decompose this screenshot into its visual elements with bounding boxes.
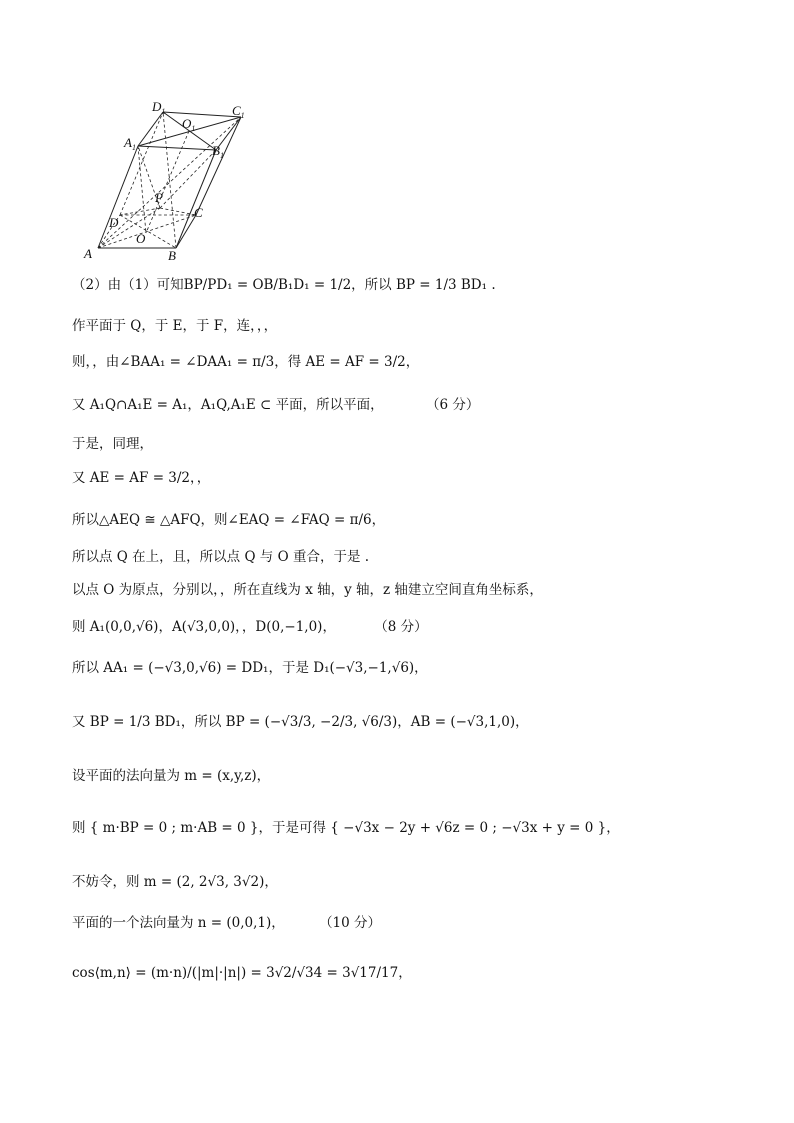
edge-bb1 [176,150,216,248]
hidden-ap [98,208,160,248]
solution-line-2: 作平面于 Q，于 E，于 F，连，，， [72,318,278,334]
line-10-text: 则 A₁(0,0,√6)，A(√3,0,0)，，D(0,−1,0)， [72,619,336,635]
solution-line-11: 所以 AA₁ = (−√3,0,√6) = DD₁，于是 D₁(−√3,−1,√6)， [72,660,428,676]
solution-line-5: 于是，同理， [72,436,153,452]
label-a1: $A_1$ [124,135,136,152]
solution-line-14: 则 { m·BP = 0 ; m·AB = 0 }，于是可得 { −√3x − 2y + √6z = 0 ; −√3x + y = 0 }， [72,820,620,836]
line-16-text: 平面的一个法向量为 n = (0,0,1)， [72,915,285,931]
solution-line-16 [72,913,381,933]
solution-line-8: 所以点 Q 在上，且，所以点 Q 与 O 重合，于是 . [72,549,370,565]
solution-line-6: 又 AE = AF = 3/2，， [72,470,211,486]
label-b: B [168,248,176,263]
label-p: P [155,190,163,205]
label-b1: $B_1$ [212,143,224,160]
edge-aa1 [98,146,138,248]
score-8: （8 分） [374,619,428,635]
score-10: （10 分） [319,915,382,931]
solution-line-9: 以点 O 为原点，分别以，，所在直线为 x 轴，y 轴，z 轴建立空间直角坐标系， [72,582,543,598]
label-c: C [194,205,203,220]
solution-line-4 [72,395,479,415]
score-6: （6 分） [425,397,480,413]
edge-d1c1 [163,112,241,117]
edge-a1d1 [138,112,163,146]
edge-bc [176,215,196,248]
label-a: A [84,246,92,261]
label-c1: $C_1$ [232,103,245,120]
parallelepiped-figure [78,98,278,268]
line-4-text: 又 A₁Q∩A₁E = A₁，A₁Q,A₁E ⊂ 平面，所以平面， [72,397,384,413]
solution-line-17: cos⟨m,n⟩ = (m·n)/(|m|·|n|) = 3√2/√34 = 3√17/17， [72,965,412,981]
label-o: O [136,231,146,246]
solution-line-1: （2）由（1）可知BP/PD₁ = OB/B₁D₁ = 1/2，所以 BP = 1/3 BD₁ . [72,277,496,293]
edge-a1b1 [138,146,216,150]
solution-line-7: 所以△AEQ ≅ △AFQ，则∠EAQ = ∠FAQ = π/6， [72,512,386,528]
label-d: D [109,215,119,230]
solution-line-3: 则，，由∠BAA₁ = ∠DAA₁ = π/3，得 AE = AF = 3/2， [72,354,420,370]
solution-line-15: 不妨令，则 m = (2, 2√3, 3√2)， [72,874,278,890]
label-d1: $D_1$ [152,99,166,116]
solution-line-10 [72,617,428,637]
hidden-bd1 [163,112,176,248]
edge-cc1 [196,117,241,215]
label-o1: $O_1$ [182,116,196,133]
solution-line-12: 又 BP = 1/3 BD₁，所以 BP = (−√3/3, −2/3, √6/3)，AB = (−√3,1,0)， [72,714,529,730]
solution-line-13: 设平面的法向量为 m = (x,y,z)， [72,768,271,784]
